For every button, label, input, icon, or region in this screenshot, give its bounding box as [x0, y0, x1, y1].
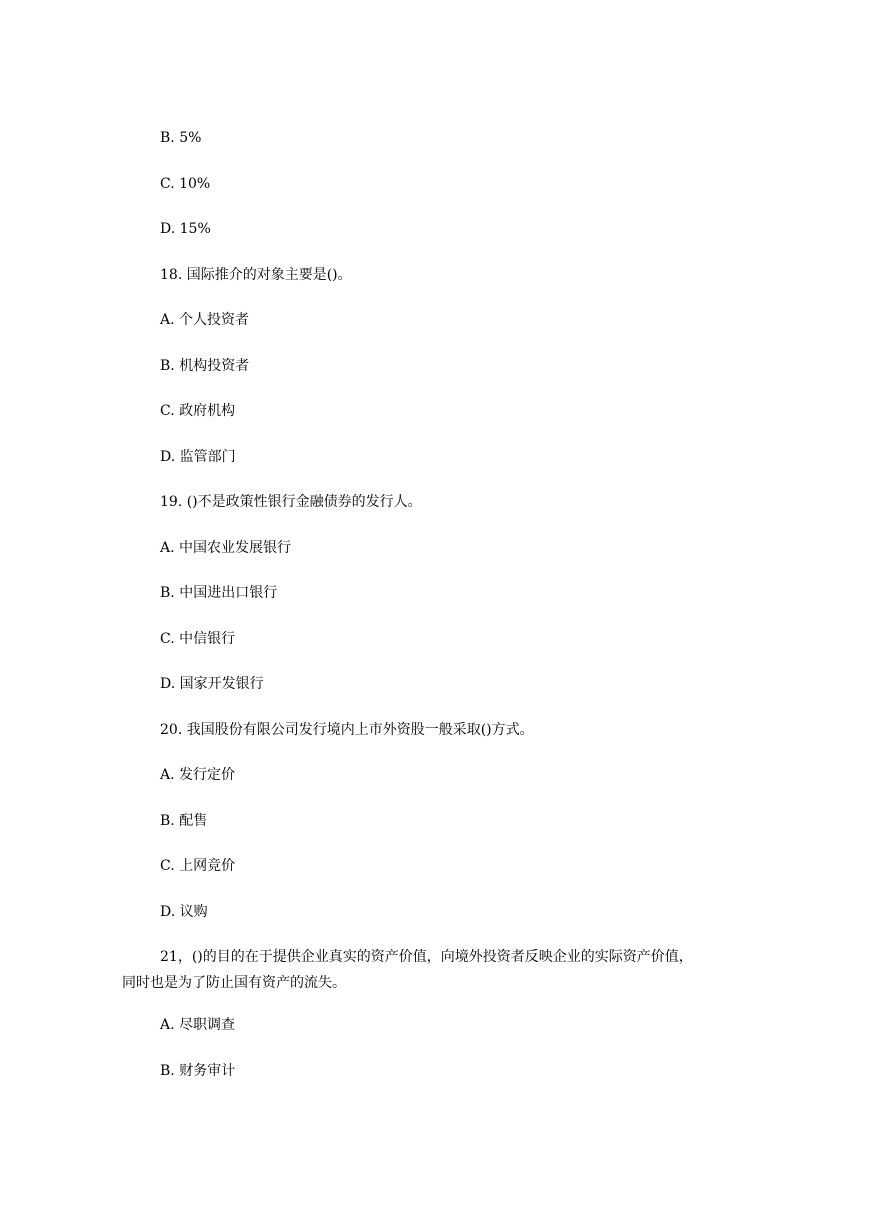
q18-option-b: B. 机构投资者 — [160, 358, 250, 374]
q20-option-c: C. 上网竞价 — [160, 858, 236, 874]
q19-option-d: D. 国家开发银行 — [160, 676, 264, 692]
q18-option-a: A. 个人投资者 — [160, 312, 250, 328]
question-20: 20. 我国股份有限公司发行境内上市外资股一般采取()方式。 — [160, 722, 534, 738]
q20-option-d: D. 议购 — [160, 904, 208, 920]
question-21 — [122, 944, 720, 996]
q20-option-b: B. 配售 — [160, 813, 208, 829]
q19-option-c: C. 中信银行 — [160, 631, 236, 647]
option-b-5pct: B. 5% — [160, 130, 202, 146]
q19-option-a: A. 中国农业发展银行 — [160, 540, 292, 556]
q19-option-b: B. 中国进出口银行 — [160, 585, 278, 601]
option-c-10pct: C. 10% — [160, 176, 211, 192]
option-d-15pct: D. 15% — [160, 221, 211, 237]
question-18: 18. 国际推介的对象主要是()。 — [160, 267, 352, 283]
q21-option-b: B. 财务审计 — [160, 1063, 236, 1079]
q21-option-a: A. 尽职调查 — [160, 1017, 236, 1033]
question-21-line-2: 同时也是为了防止国有资产的流失。 — [122, 975, 346, 991]
q18-option-c: C. 政府机构 — [160, 403, 236, 419]
question-21-line-1: 21，()的目的在于提供企业真实的资产价值，向境外投资者反映企业的实际资产价值， — [160, 949, 693, 965]
q20-option-a: A. 发行定价 — [160, 767, 236, 783]
question-19: 19. ()不是政策性银行金融债券的发行人。 — [160, 494, 422, 510]
q18-option-d: D. 监管部门 — [160, 449, 236, 465]
